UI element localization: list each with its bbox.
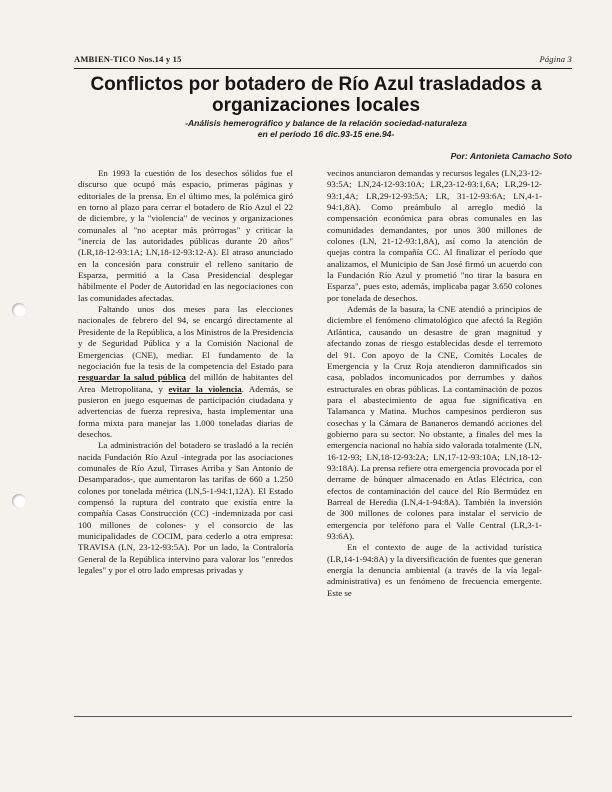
article-author: Por: Antonieta Camacho Soto: [450, 151, 572, 161]
body-column-right: [327, 168, 542, 599]
emphasis-text: evitar la violencia: [168, 383, 242, 394]
page-number: Página 3: [539, 54, 572, 64]
paragraph-text: del millón de habitantes del Area Metropolitana, y: [78, 372, 293, 394]
paragraph-text: . Además, se pusieron en juego esquemas de participación ciudadana y advertencias de fuerza represiva, hasta implementar una forma mixta para manejar las 1.000 toneladas diarias de desechos.: [78, 383, 293, 439]
journal-name: AMBIEN-TICO Nos.14 y 15: [74, 54, 182, 64]
body-paragraph: La administración del botadero se trasladó a la recién nacida Fundación Río Azul -integrada por las asociaciones comunales de Río Azul, Tirrases Arriba y San Antonio de Desamparados-, que aumentaron las tarifas de 660 a 1.250 colones por tonelada métrica (LN,5-1-94:1,12A). El Estado compensó la ruptura del contrato que existía entre la compañía Casas Construcción (CC) -indemnizada por casi 100 millones de colones- y el consorcio de las municipalidades de COCIM, para cederlo a otra empresa: TRAVISA (LN, 23-12-93:5A). Por un lado, la Contraloría General de la República intervino para valorar los "enredos legales" y por el otro lado empresas privadas y: [78, 440, 293, 576]
subtitle-line: -Análisis hemerográfico y balance de la relación sociedad-naturaleza: [185, 118, 467, 128]
emphasis-text: resguardar la salud pública: [78, 372, 186, 383]
footer-divider: [74, 716, 572, 717]
running-header: [74, 54, 572, 66]
body-paragraph: [78, 304, 293, 440]
article-subtitle: [80, 118, 572, 140]
header-divider: [74, 68, 572, 69]
article-title: Conflictos por botadero de Río Azul trasladados a organizaciones locales: [90, 74, 542, 116]
body-column-left: [78, 168, 293, 576]
body-paragraph: En 1993 la cuestión de los desechos sólidos fue el discurso que ocupó más espacio, primeras páginas y editoriales de la prensa. En el último mes, la polémica giró en torno al plazo para cerrar el botadero de Río Azul el 22 de diciembre, y la "violencia" de vecinos y organizaciones comunales al "no aceptar más prórrogas" y criticar la "inercia de las autoridades públicas durante 20 años" (LR,18-12-93:1A; LN,18-12-93:12-A). El atraso anunciado en la concesión para construir el relleno sanitario de Esparza, permitió a la Casa Presidencial desplegar hábilmente el Poder de Autoridad en las negociaciones con las comunidades afectadas.: [78, 168, 293, 303]
subtitle-line: en el período 16 dic.93-15 ene.94-: [257, 129, 395, 139]
binder-hole: [12, 494, 26, 508]
body-paragraph: Además de la basura, la CNE atendió a principios de diciembre el fenómeno climatológico que afectó la Región Atlántica, causando un desastre de gran magnitud y afectando zonas de riesgo establecidas desde el terremoto del 91. Con apoyo de la CNE, Comités Locales de Emergencia y la Cruz Roja atendieron damnificados sin casa, poblados incomunicados por derrumbes y daños estructurales en obras públicas. La contaminación de pozos para el abastecimiento de agua fue significativa en Talamanca y Matina. Muchos campesinos perdieron sus cosechas y la Cámara de Bananeros demandó acciones del gobierno para su sector. No obstante, a finales del mes la emergencia nacional no había sido valorada totalmente (LN, 16-12-93; LN,18-12-93:2A; LN,17-12-93:10A; LN,18-12-93:18A). La prensa refiere otra emergencia provocada por el derrame de búnquer almacenado en Atlas Eléctrica, con efectos de contaminación del cauce del Río Bermúdez en Barreal de Heredia (LN,4-1-94:8A). También la inversión de 300 millones de colones para instalar el servicio de emergencia por teléfono para el Valle Central (LR,3-1-93:6A).: [327, 304, 542, 541]
body-paragraph: En el contexto de auge de la actividad turística (LR,14-1-94:8A) y la diversificación de fuentes que generan energía la denuncia ambiental (a través de la vía legal-administrativa) es un fenómeno de frecuencia emergente. Este se: [327, 542, 542, 598]
paragraph-text: Faltando unos dos meses para las elecciones nacionales de febrero del 94, se encargó directamente al Presidente de la República, a los Ministros de la Presidencia y de Seguridad Pública y a la Comisión Nacional de Emergencias (CNE), mediar. El fundamento de la negociación fue la tesis de la competencia del Estado para: [78, 304, 293, 371]
binder-hole: [12, 303, 26, 317]
body-paragraph: vecinos anunciaron demandas y recursos legales (LN,23-12-93:5A; LN,24-12-93:10A; LR,23-12-93:1,6A; LR,29-12-93:1,4A; LR,29-12-93:5A; LR, 31-12-93:6A; LN,4-1-94:1,8A). Como preámbulo al arreglo medió la compensación económica para obras comunales en las comunidades demandantes, por unos 300 millones de colones (LN, 21-12-93:1,8A), así como la atención de quejas contra la compañía CC. Al finalizar el período que analizamos, el Municipio de San José firmó un acuerdo con la Fundación Río Azul y prometió "no tirar la basura en Esparza", pues esto, además, implicaba pagar 3.650 colones por tonelada de desechos.: [327, 168, 542, 303]
